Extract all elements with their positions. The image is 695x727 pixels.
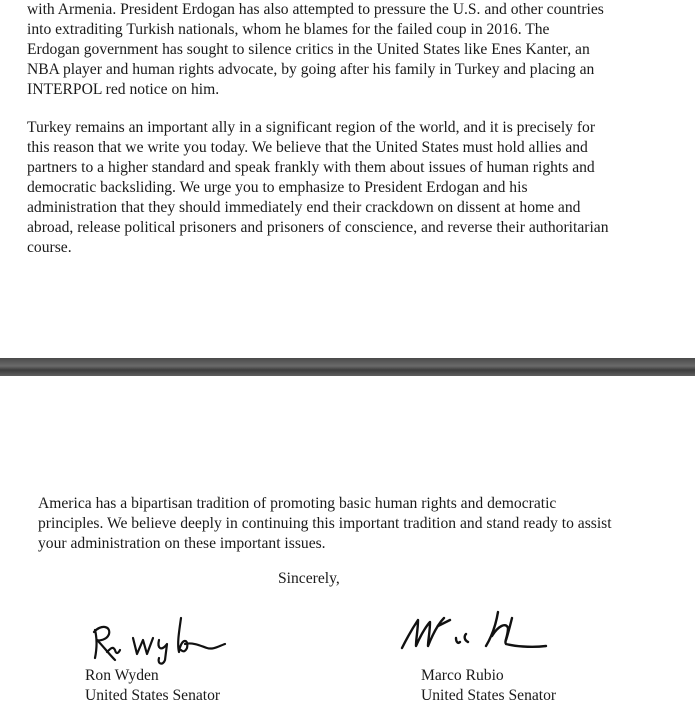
signatory-name: Marco Rubio bbox=[421, 667, 504, 684]
text-line: partners to a higher standard and speak frankly with them about issues of human rights and bbox=[27, 159, 595, 176]
handwritten-signature-wyden bbox=[85, 608, 245, 668]
text-line: this reason that we write you today. We believe that the United States must hold allies and bbox=[27, 139, 588, 156]
text-line: Turkey remains an important ally in a significant region of the world, and it is precisely for bbox=[27, 119, 596, 136]
text-line: into extraditing Turkish nationals, whom he blames for the failed coup in 2016. The bbox=[27, 21, 550, 38]
letter-page-top bbox=[0, 0, 695, 358]
text-line: Erdogan government has sought to silence critics in the United States like Enes Kanter, an bbox=[27, 41, 590, 58]
text-line: your administration on these important issues. bbox=[38, 535, 326, 552]
text-line: democratic backsliding. We urge you to emphasize to President Erdogan and his bbox=[27, 179, 528, 196]
signatory-title: United States Senator bbox=[85, 687, 221, 704]
text-line: course. bbox=[27, 239, 72, 256]
handwritten-signature-rubio bbox=[400, 596, 600, 662]
page-separator bbox=[0, 358, 695, 376]
text-line: America has a bipartisan tradition of promoting basic human rights and democratic bbox=[38, 495, 557, 512]
text-line: with Armenia. President Erdogan has also attempted to pressure the U.S. and other countries bbox=[27, 1, 604, 18]
signature-block-wyden bbox=[85, 608, 285, 708]
signatory-name: Ron Wyden bbox=[85, 667, 159, 684]
letter-page-bottom bbox=[0, 376, 695, 727]
paragraph-turkey-ally bbox=[27, 118, 609, 258]
signature-block-rubio bbox=[400, 596, 620, 708]
signatory-title: United States Senator bbox=[421, 687, 557, 704]
paragraph-bipartisan-tradition bbox=[38, 494, 612, 554]
paragraph-erdogan-pressure bbox=[27, 0, 604, 100]
text-line: principles. We believe deeply in continuing this important tradition and stand ready to assist bbox=[38, 515, 612, 532]
text-line: administration that they should immediately end their crackdown on dissent at home and bbox=[27, 199, 581, 216]
text-line: NBA player and human rights advocate, by going after his family in Turkey and placing an bbox=[27, 61, 595, 78]
text-line: abroad, release political prisoners and prisoners of conscience, and reverse their authoritarian bbox=[27, 219, 609, 236]
text-line: INTERPOL red notice on him. bbox=[27, 81, 220, 98]
closing-salutation: Sincerely, bbox=[278, 570, 340, 587]
